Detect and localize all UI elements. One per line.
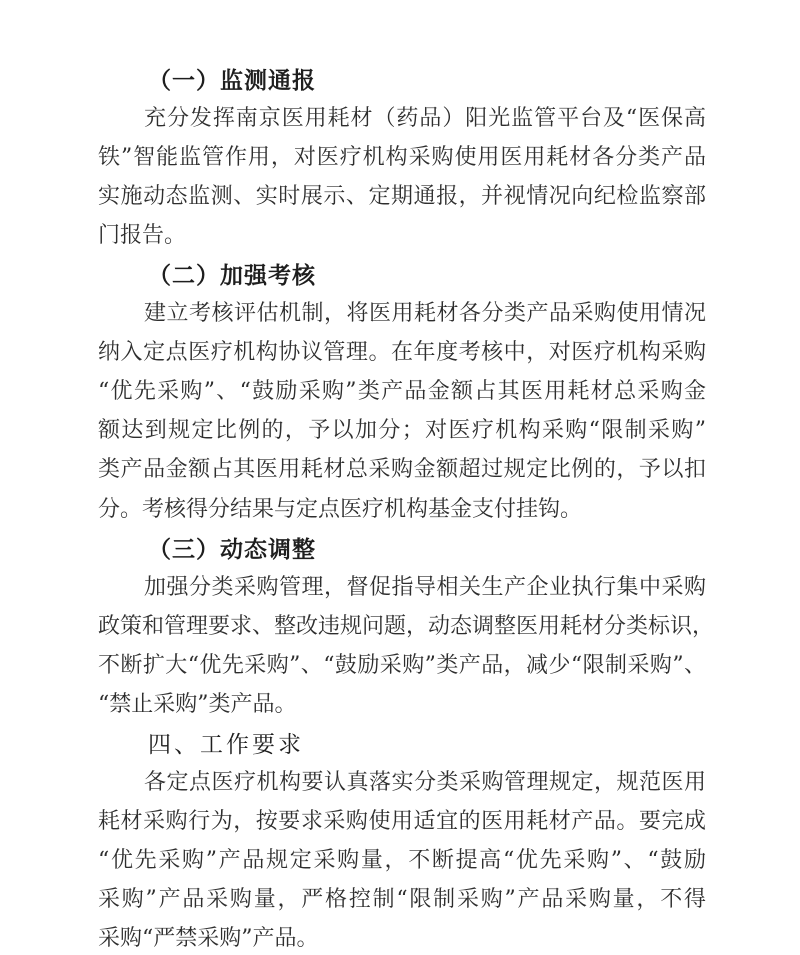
paragraph-line: 建立考核评估机制，将医用耗材各分类产品采购使用情况 xyxy=(144,301,706,326)
section-heading-requirements: 四、工作要求 xyxy=(148,732,304,758)
paragraph-line: 加强分类采购管理，督促指导相关生产企业执行集中采购 xyxy=(144,575,706,600)
section-heading-monitoring: （一）监测通报 xyxy=(148,68,316,94)
paragraph-line: 实施动态监测、实时展示、定期通报，并视情况向纪检监察部 xyxy=(98,184,706,209)
paragraph-line: 类产品金额占其医用耗材总采购金额超过规定比例的，予以扣 xyxy=(98,457,706,482)
paragraph-line: 采购”产品采购量，严格控制“限制采购”产品采购量，不得 xyxy=(98,887,706,912)
paragraph-line: 门报告。 xyxy=(98,223,187,248)
paragraph-line: 耗材采购行为，按要求采购使用适宜的医用耗材产品。要完成 xyxy=(98,809,706,834)
section-heading-adjustment: （三）动态调整 xyxy=(148,537,316,563)
paragraph-line: 充分发挥南京医用耗材（药品）阳光监管平台及“医保高 xyxy=(144,106,706,131)
section-heading-assessment: （二）加强考核 xyxy=(148,263,316,289)
paragraph-line: 各定点医疗机构要认真落实分类采购管理规定，规范医用 xyxy=(144,770,706,795)
paragraph-line: 分。考核得分结果与定点医疗机构基金支付挂钩。 xyxy=(98,497,583,522)
paragraph-line: 不断扩大“优先采购”、“鼓励采购”类产品，减少“限制采购”、 xyxy=(98,653,706,678)
paragraph-line: 政策和管理要求、整改违规问题，动态调整医用耗材分类标识， xyxy=(98,614,715,639)
paragraph-line: 额达到规定比例的，予以加分；对医疗机构采购“限制采购” xyxy=(98,418,706,443)
paragraph-line: 采购“严禁采购”产品。 xyxy=(98,926,319,951)
paragraph-line: “禁止采购”类产品。 xyxy=(98,692,297,717)
paragraph-line: 铁”智能监管作用，对医疗机构采购使用医用耗材各分类产品 xyxy=(98,145,706,170)
paragraph-line: “优先采购”产品规定采购量，不断提高“优先采购”、“鼓励 xyxy=(98,848,706,873)
paragraph-line: “优先采购”、“鼓励采购”类产品金额占其医用耗材总采购金 xyxy=(98,379,706,404)
paragraph-line: 纳入定点医疗机构协议管理。在年度考核中，对医疗机构采购 xyxy=(98,340,706,365)
